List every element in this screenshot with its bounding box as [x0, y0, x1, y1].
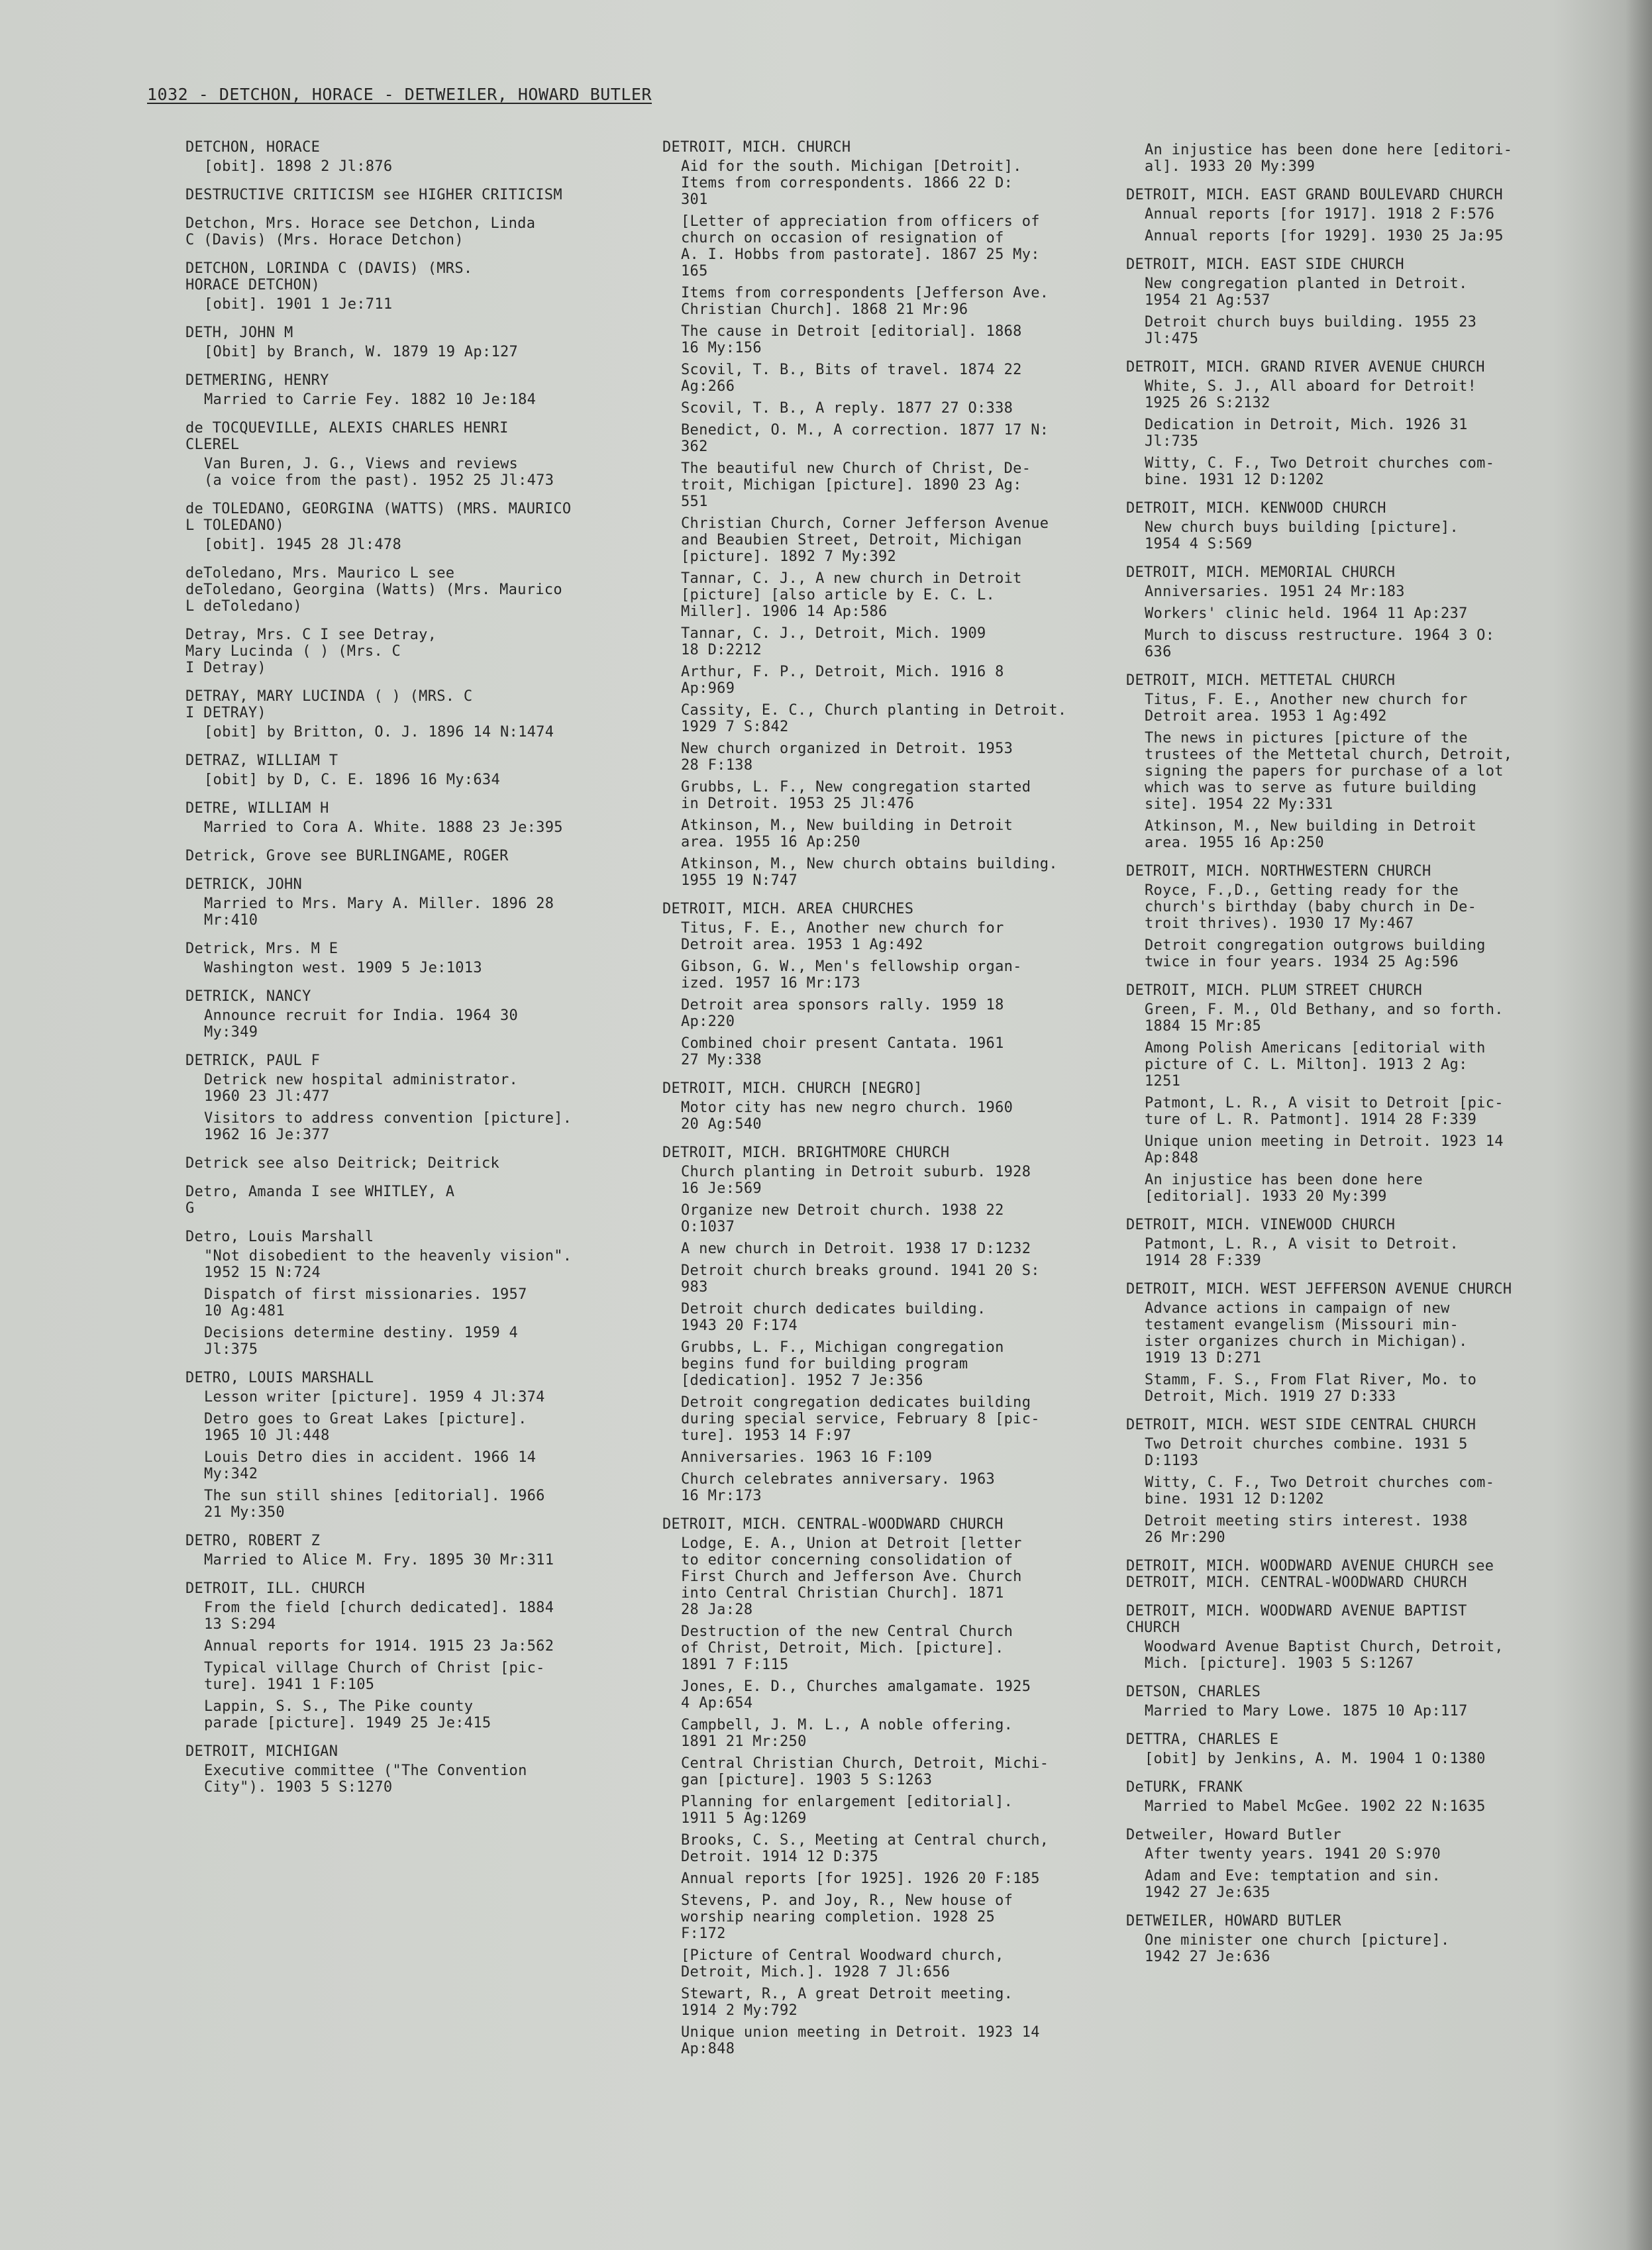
index-entry [1126, 1913, 1563, 1965]
entry-reference: Grubbs, L. F., New congregation started in Detroit. 1953 25 Jl:476 [681, 779, 1031, 812]
entry-reference: The beautiful new Church of Christ, De- troit, Michigan [picture]. 1890 23 Ag: 551 [681, 460, 1031, 510]
entry-heading: DETROIT, MICH. AREA CHURCHES [662, 901, 914, 917]
index-entry [185, 325, 623, 360]
entry-reference: Dispatch of first missionaries. 1957 10 Ag:481 [204, 1286, 527, 1319]
entry-reference: Detroit congregation dedicates building during special service, February 8 [pic- ture]. 1953 14 F:97 [681, 1394, 1040, 1444]
entry-heading: de TOCQUEVILLE, ALEXIS CHARLES HENRI CLEREL [185, 420, 509, 453]
index-entry [185, 1370, 623, 1521]
entry-reference: Scovil, T. B., Bits of travel. 1874 22 Ag:266 [681, 362, 1022, 395]
entry-heading: DETROIT, MICH. PLUM STREET CHURCH [1126, 982, 1422, 999]
index-entry [185, 1743, 623, 1796]
index-entry [185, 1580, 623, 1731]
entry-reference: Detroit congregation outgrows building twice in four years. 1934 25 Ag:596 [1145, 937, 1486, 970]
entry-reference: "Not disobedient to the heavenly vision". 1952 15 N:724 [204, 1248, 572, 1281]
index-entry [185, 941, 623, 976]
index-entry [1126, 1603, 1563, 1672]
index-entry [185, 187, 623, 203]
entry-heading: DETROIT, MICH. EAST GRAND BOULEVARD CHURCH [1126, 187, 1503, 203]
entry-heading: DESTRUCTIVE CRITICISM see HIGHER CRITICISM [185, 187, 562, 203]
entry-reference: Announce recruit for India. 1964 30 My:349 [204, 1007, 519, 1041]
entry-reference: Patmont, L. R., A visit to Detroit [pic- ture of L. R. Patmont]. 1914 28 F:339 [1145, 1095, 1504, 1128]
entry-heading: Detro, Amanda I see WHITLEY, A G [185, 1184, 455, 1217]
entry-heading: DETROIT, MICH. EAST SIDE CHURCH [1126, 256, 1404, 273]
entry-reference: Brooks, C. S., Meeting at Central church, Detroit. 1914 12 D:375 [681, 1832, 1049, 1865]
entry-reference: Patmont, L. R., A visit to Detroit. 1914 28 F:339 [1145, 1236, 1459, 1269]
entry-reference: A new church in Detroit. 1938 17 D:1232 [681, 1241, 1031, 1257]
entry-reference: Unique union meeting in Detroit. 1923 14 Ap:848 [681, 2024, 1040, 2057]
index-entry [185, 1052, 623, 1143]
entry-heading: DETROIT, MICH. WEST JEFFERSON AVENUE CHURCH [1126, 1281, 1512, 1298]
entry-heading: DeTURK, FRANK [1126, 1779, 1243, 1796]
index-entry [185, 139, 623, 175]
entry-reference: Scovil, T. B., A reply. 1877 27 O:338 [681, 400, 1013, 417]
entry-reference: Two Detroit churches combine. 1931 5 D:1193 [1145, 1436, 1468, 1469]
index-entry [1126, 982, 1563, 1205]
index-column-1 [185, 139, 623, 1808]
entry-reference: Central Christian Church, Detroit, Michi- gan [picture]. 1903 5 S:1263 [681, 1755, 1049, 1788]
index-entry [662, 1516, 1100, 2057]
entry-reference: The news in pictures [picture of the trustees of the Mettetal church, Detroit, signing the papers for purchase of a lot which was to serve as future building site]. 1954 22 My:331 [1145, 730, 1513, 813]
index-entry [185, 420, 623, 489]
entry-reference: Anniversaries. 1951 24 Mr:183 [1145, 584, 1405, 600]
entry-reference: Witty, C. F., Two Detroit churches com- bine. 1931 12 D:1202 [1145, 1474, 1495, 1508]
index-entry [1126, 1827, 1563, 1901]
entry-heading: DETROIT, MICH. CENTRAL-WOODWARD CHURCH [662, 1516, 1004, 1533]
entry-heading: DETROIT, MICH. NORTHWESTERN CHURCH [1126, 863, 1431, 880]
entry-reference: Anniversaries. 1963 16 F:109 [681, 1449, 933, 1466]
entry-reference: [Picture of Central Woodward church, Detroit, Mich.]. 1928 7 Jl:656 [681, 1947, 1004, 1980]
index-column-3 [1126, 139, 1563, 1977]
entry-heading: DETROIT, MICH. VINEWOOD CHURCH [1126, 1217, 1396, 1233]
entry-reference: Tannar, C. J., Detroit, Mich. 1909 18 D:2212 [681, 625, 986, 658]
entry-reference: Arthur, F. P., Detroit, Mich. 1916 8 Ap:969 [681, 664, 1004, 697]
index-entry [1126, 1281, 1563, 1405]
entry-reference: Detroit church dedicates building. 1943 20 F:174 [681, 1301, 986, 1334]
entry-heading: DETROIT, MICH. CHURCH [662, 139, 851, 156]
entry-heading: DETROIT, MICH. GRAND RIVER AVENUE CHURCH [1126, 359, 1485, 376]
entry-reference: Grubbs, L. F., Michigan congregation begins fund for building program [dedication]. 1952 7 Je:356 [681, 1339, 1004, 1389]
entry-reference: Atkinson, M., New building in Detroit area. 1955 16 Ap:250 [681, 817, 1013, 850]
entry-reference: Washington west. 1909 5 Je:1013 [204, 960, 482, 976]
entry-reference: Married to Alice M. Fry. 1895 30 Mr:311 [204, 1552, 554, 1568]
entry-reference: [obit]. 1901 1 Je:711 [204, 296, 393, 313]
index-entry [662, 1145, 1100, 1504]
entry-reference: Motor city has new negro church. 1960 20 Ag:540 [681, 1099, 1013, 1133]
index-entry [1126, 500, 1563, 552]
entry-reference: From the field [church dedicated]. 1884 13 S:294 [204, 1600, 554, 1633]
entry-heading: DETCHON, HORACE [185, 139, 321, 156]
index-entry [185, 876, 623, 929]
entry-heading: DETROIT, MICH. CHURCH [NEGRO] [662, 1080, 923, 1097]
running-head: 1032 - DETCHON, HORACE - DETWEILER, HOWARD BUTLER [147, 85, 652, 104]
entry-heading: DETROIT, MICH. WEST SIDE CENTRAL CHURCH [1126, 1417, 1476, 1433]
index-entry [185, 988, 623, 1041]
entry-heading: DETRE, WILLIAM H [185, 800, 329, 817]
entry-heading: deToledano, Mrs. Maurico L see deToledano, Georgina (Watts) (Mrs. Maurico L deToledano) [185, 565, 562, 615]
entry-reference: Aid for the south. Michigan [Detroit]. Items from correspondents. 1866 22 D: 301 [681, 158, 1022, 208]
entry-reference: Louis Detro dies in accident. 1966 14 My:342 [204, 1449, 537, 1482]
entry-reference: Annual reports for 1914. 1915 23 Ja:562 [204, 1638, 554, 1655]
entry-reference: Atkinson, M., New building in Detroit area. 1955 16 Ap:250 [1145, 818, 1477, 851]
entry-heading: DETROIT, MICH. WOODWARD AVENUE CHURCH see DETROIT, MICH. CENTRAL-WOODWARD CHURCH [1126, 1558, 1494, 1591]
index-column-2 [662, 139, 1100, 2069]
entry-reference: Tannar, C. J., A new church in Detroit [picture] [also article by E. C. L. Miller]. 1906 14 Ap:586 [681, 570, 1022, 620]
entry-heading: DETRO, ROBERT Z [185, 1533, 321, 1549]
index-entry [1126, 256, 1563, 347]
entry-reference: Married to Mabel McGee. 1902 22 N:1635 [1145, 1798, 1486, 1815]
entry-reference: Detroit meeting stirs interest. 1938 26 Mr:290 [1145, 1513, 1468, 1546]
entry-heading: DETROIT, MICH. BRIGHTMORE CHURCH [662, 1145, 950, 1161]
index-entry [185, 800, 623, 836]
index-entry [1126, 1684, 1563, 1719]
entry-reference: Church celebrates anniversary. 1963 16 Mr:173 [681, 1471, 996, 1504]
entry-reference: Combined choir present Cantata. 1961 27 My:338 [681, 1035, 1004, 1068]
index-entry [185, 627, 623, 676]
entry-reference: Stevens, P. and Joy, R., New house of worship nearing completion. 1928 25 F:172 [681, 1892, 1013, 1942]
entry-heading: DETROIT, MICH. METTETAL CHURCH [1126, 672, 1396, 689]
index-entry [185, 688, 623, 741]
entry-reference: Church planting in Detroit suburb. 1928 16 Je:569 [681, 1164, 1031, 1197]
index-entry [185, 501, 623, 553]
entry-reference: Murch to discuss restructure. 1964 3 O: 636 [1145, 627, 1495, 660]
entry-reference: [Obit] by Branch, W. 1879 19 Ap:127 [204, 344, 519, 360]
index-entry [1126, 359, 1563, 488]
entry-reference: [obit]. 1945 28 Jl:478 [204, 537, 401, 553]
entry-heading: Detchon, Mrs. Horace see Detchon, Linda C (Davis) (Mrs. Horace Detchon) [185, 215, 536, 248]
entry-reference: [obit] by Jenkins, A. M. 1904 1 O:1380 [1145, 1751, 1486, 1767]
entry-heading: DETRO, LOUIS MARSHALL [185, 1370, 374, 1386]
entry-reference: Royce, F.,D., Getting ready for the church's birthday (baby church in De- troit thrives). 1930 17 My:467 [1145, 882, 1477, 932]
index-entry [1126, 863, 1563, 970]
entry-reference: New congregation planted in Detroit. 1954 21 Ag:537 [1145, 276, 1468, 309]
entry-reference: The sun still shines [editorial]. 1966 21 My:350 [204, 1488, 545, 1521]
entry-reference: Married to Cora A. White. 1888 23 Je:395 [204, 819, 563, 836]
entry-reference: Annual reports [for 1917]. 1918 2 F:576 [1145, 206, 1495, 223]
index-entry [185, 215, 623, 248]
entry-heading: DETTRA, CHARLES E [1126, 1731, 1279, 1748]
entry-heading: DETROIT, MICHIGAN [185, 1743, 338, 1760]
entry-heading: Detweiler, Howard Butler [1126, 1827, 1342, 1843]
entry-reference: Unique union meeting in Detroit. 1923 14 Ap:848 [1145, 1133, 1504, 1166]
index-entry [662, 901, 1100, 1068]
entry-heading: DETH, JOHN M [185, 325, 293, 341]
index-entry [185, 752, 623, 788]
index-entry [1126, 1417, 1563, 1546]
index-entry [1126, 672, 1563, 851]
entry-reference: Lappin, S. S., The Pike county parade [picture]. 1949 25 Je:415 [204, 1698, 491, 1731]
entry-reference: [obit] by D, C. E. 1896 16 My:634 [204, 772, 500, 788]
entry-reference: Destruction of the new Central Church of Christ, Detroit, Mich. [picture]. 1891 7 F:115 [681, 1623, 1013, 1673]
entry-reference: Annual reports [for 1925]. 1926 20 F:185 [681, 1870, 1040, 1887]
index-entry [185, 565, 623, 615]
entry-reference: Among Polish Americans [editorial with picture of C. L. Milton]. 1913 2 Ag: 1251 [1145, 1040, 1486, 1090]
page-edge-shadow [1626, 0, 1652, 2250]
entry-reference: Executive committee ("The Convention City"). 1903 5 S:1270 [204, 1763, 527, 1796]
entry-reference: Organize new Detroit church. 1938 22 O:1037 [681, 1202, 1004, 1235]
entry-heading: de TOLEDANO, GEORGINA (WATTS) (MRS. MAURICO L TOLEDANO) [185, 501, 572, 534]
entry-heading: DETROIT, MICH. WOODWARD AVENUE BAPTIST CHURCH [1126, 1603, 1467, 1636]
entry-reference: Detrick new hospital administrator. 1960 23 Jl:477 [204, 1072, 519, 1105]
index-entry [185, 260, 623, 313]
entry-reference: Workers' clinic held. 1964 11 Ap:237 [1145, 605, 1468, 622]
entry-reference: Detro goes to Great Lakes [picture]. 1965 10 Jl:448 [204, 1411, 527, 1444]
entry-reference: Detroit church buys building. 1955 23 Jl:475 [1145, 314, 1477, 347]
entry-reference: Married to Carrie Fey. 1882 10 Je:184 [204, 391, 537, 408]
entry-reference: New church buys building [picture]. 1954 4 S:569 [1145, 519, 1459, 552]
index-entry [185, 1184, 623, 1217]
entry-reference: Stamm, F. S., From Flat River, Mo. to Detroit, Mich. 1919 27 D:333 [1145, 1372, 1477, 1405]
entry-reference: Decisions determine destiny. 1959 4 Jl:375 [204, 1325, 519, 1358]
entry-reference: Adam and Eve: temptation and sin. 1942 27 Je:635 [1145, 1868, 1441, 1901]
entry-reference: Green, F. M., Old Bethany, and so forth. 1884 15 Mr:85 [1145, 1001, 1504, 1035]
index-entry [1126, 1217, 1563, 1269]
entry-reference: [Letter of appreciation from officers of church on occasion of resignation of A. I. Hobbs from pastorate]. 1867 25 My: 165 [681, 213, 1040, 280]
entry-reference: Woodward Avenue Baptist Church, Detroit, Mich. [picture]. 1903 5 S:1267 [1145, 1639, 1504, 1672]
entry-heading: DETROIT, MICH. MEMORIAL CHURCH [1126, 564, 1396, 581]
entry-reference: Lesson writer [picture]. 1959 4 Jl:374 [204, 1389, 545, 1406]
entry-heading: DETRAY, MARY LUCINDA ( ) (MRS. C I DETRAY) [185, 688, 473, 721]
entry-reference: Lodge, E. A., Union at Detroit [letter to editor concerning consolidation of First Church and Jefferson Ave. Church into Central Christian Church]. 1871 28 Ja:28 [681, 1535, 1022, 1618]
entry-reference: Items from correspondents [Jefferson Ave. Christian Church]. 1868 21 Mr:96 [681, 285, 1049, 318]
entry-heading: DETRICK, NANCY [185, 988, 311, 1005]
entry-heading: DETWEILER, HOWARD BUTLER [1126, 1913, 1342, 1929]
entry-reference: Planning for enlargement [editorial]. 1911 5 Ag:1269 [681, 1794, 1013, 1827]
entry-reference: Campbell, J. M. L., A noble offering. 1891 21 Mr:250 [681, 1717, 1013, 1750]
index-entry [1126, 142, 1563, 175]
entry-reference: Jones, E. D., Churches amalgamate. 1925 4 Ap:654 [681, 1678, 1031, 1712]
entry-heading: DETMERING, HENRY [185, 372, 329, 389]
entry-reference: Titus, F. E., Another new church for Detroit area. 1953 1 Ag:492 [1145, 691, 1468, 725]
entry-heading: DETRICK, PAUL F [185, 1052, 321, 1069]
index-entry [662, 139, 1100, 889]
entry-heading: Detrick see also Deitrick; Deitrick [185, 1155, 500, 1172]
entry-reference: Titus, F. E., Another new church for Detroit area. 1953 1 Ag:492 [681, 920, 1004, 953]
index-entry [185, 1229, 623, 1358]
entry-reference: Detroit church breaks ground. 1941 20 S: 983 [681, 1262, 1040, 1296]
entry-reference: Typical village Church of Christ [pic- ture]. 1941 1 F:105 [204, 1660, 545, 1693]
entry-reference: Witty, C. F., Two Detroit churches com- bine. 1931 12 D:1202 [1145, 455, 1495, 488]
entry-reference: An injustice has been done here [editorial]. 1933 20 My:399 [1145, 1172, 1423, 1205]
index-entry [185, 372, 623, 408]
entry-reference: An injustice has been done here [editori- al]. 1933 20 My:399 [1145, 142, 1513, 175]
entry-reference: New church organized in Detroit. 1953 28 F:138 [681, 741, 1013, 774]
index-entry [1126, 1731, 1563, 1767]
entry-heading: Detro, Louis Marshall [185, 1229, 374, 1245]
entry-reference: Cassity, E. C., Church planting in Detroit. 1929 7 S:842 [681, 702, 1067, 735]
index-entry [1126, 1779, 1563, 1815]
index-entry [185, 1155, 623, 1172]
entry-reference: [obit]. 1898 2 Jl:876 [204, 158, 393, 175]
index-entry [185, 848, 623, 864]
index-entry [662, 1080, 1100, 1133]
entry-reference: Annual reports [for 1929]. 1930 25 Ja:95 [1145, 228, 1504, 244]
entry-reference: [obit] by Britton, O. J. 1896 14 N:1474 [204, 724, 554, 741]
entry-reference: Visitors to address convention [picture]. 1962 16 Je:377 [204, 1110, 572, 1143]
entry-heading: Detrick, Grove see BURLINGAME, ROGER [185, 848, 509, 864]
entry-heading: DETROIT, ILL. CHURCH [185, 1580, 365, 1597]
entry-reference: Married to Mary Lowe. 1875 10 Ap:117 [1145, 1703, 1468, 1719]
entry-heading: DETROIT, MICH. KENWOOD CHURCH [1126, 500, 1386, 517]
entry-reference: Married to Mrs. Mary A. Miller. 1896 28 Mr:410 [204, 895, 554, 929]
entry-reference: Benedict, O. M., A correction. 1877 17 N: 362 [681, 422, 1049, 455]
entry-reference: After twenty years. 1941 20 S:970 [1145, 1846, 1441, 1863]
entry-heading: DETRAZ, WILLIAM T [185, 752, 338, 769]
entry-reference: One minister one church [picture]. 1942 27 Je:636 [1145, 1932, 1450, 1965]
entry-heading: Detray, Mrs. C I see Detray, Mary Lucinda ( ) (Mrs. C I Detray) [185, 627, 437, 676]
entry-reference: Detroit area sponsors rally. 1959 18 Ap:220 [681, 997, 1004, 1030]
entry-reference: The cause in Detroit [editorial]. 1868 16 My:156 [681, 323, 1022, 356]
index-entry [1126, 187, 1563, 244]
entry-heading: DETSON, CHARLES [1126, 1684, 1261, 1700]
index-entry [185, 1533, 623, 1568]
index-entry [1126, 564, 1563, 660]
entry-reference: Gibson, G. W., Men's fellowship organ- ized. 1957 16 Mr:173 [681, 958, 1022, 992]
entry-heading: DETCHON, LORINDA C (DAVIS) (MRS. HORACE DETCHON) [185, 260, 473, 293]
entry-reference: Advance actions in campaign of new testament evangelism (Missouri min- ister organizes church in Michigan). 1919 13 D:271 [1145, 1300, 1468, 1366]
index-entry [1126, 1558, 1563, 1591]
entry-heading: Detrick, Mrs. M E [185, 941, 338, 957]
entry-reference: Stewart, R., A great Detroit meeting. 1914 2 My:792 [681, 1986, 1013, 2019]
entry-heading: DETRICK, JOHN [185, 876, 303, 893]
entry-reference: Dedication in Detroit, Mich. 1926 31 Jl:735 [1145, 417, 1468, 450]
entry-reference: Atkinson, M., New church obtains building. 1955 19 N:747 [681, 856, 1058, 889]
entry-reference: White, S. J., All aboard for Detroit! 1925 26 S:2132 [1145, 378, 1477, 411]
entry-reference: Van Buren, J. G., Views and reviews (a voice from the past). 1952 25 Jl:473 [204, 456, 554, 489]
entry-reference: Christian Church, Corner Jefferson Avenue and Beaubien Street, Detroit, Michigan [picture]. 1892 7 My:392 [681, 515, 1049, 565]
